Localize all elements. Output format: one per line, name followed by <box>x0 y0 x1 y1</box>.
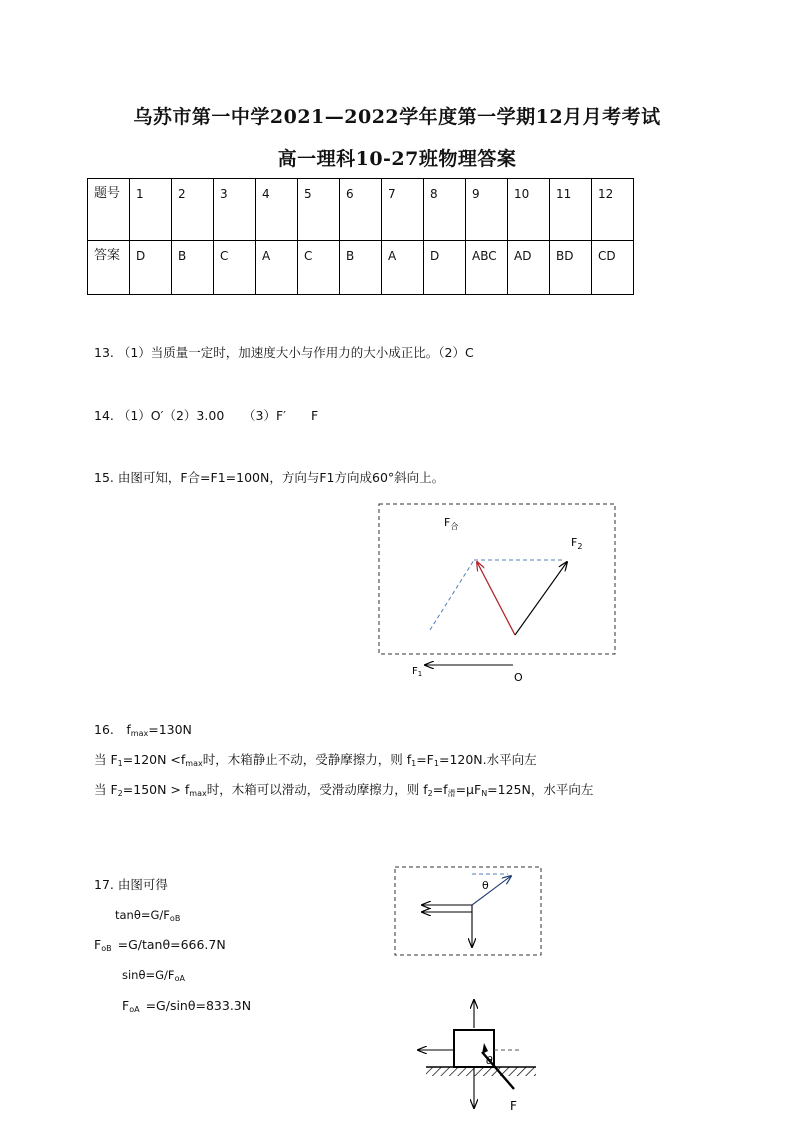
question-number-cell: 7 <box>382 179 424 241</box>
dashed-frame <box>395 867 541 955</box>
document-title: 乌苏市第一中学2021—2022学年度第一学期12月月考考试 <box>133 106 661 128</box>
q17-equation-foa: $F_{oA} =G/\sin\theta=833.3N$ <box>122 998 252 1014</box>
f-label: F <box>510 1099 517 1113</box>
ground-hatch <box>426 1067 536 1076</box>
answer-cell: A <box>382 241 424 295</box>
origin-label: O <box>514 671 523 684</box>
resultant-force-arrow <box>477 562 515 635</box>
question-number-cell: 11 <box>550 179 592 241</box>
q17-node-diagram <box>390 862 550 962</box>
answer-cell: AD <box>508 241 550 295</box>
answer-cell: B <box>340 241 382 295</box>
answer-cell: ABC <box>466 241 508 295</box>
answer-q16-case1: 当 $F_1=120N <f_{max}$时，木箱静止不动，受静摩擦力，则 $f_1=F_1=120N$.水平向左 <box>94 752 537 768</box>
answer-q17-intro: 17. 由图可得 <box>94 877 168 892</box>
dashed-frame <box>379 504 615 654</box>
f2-label: $F_2$ <box>571 536 583 551</box>
answer-q15: 15. 由图可知，F合=F1=100N，方向与F1方向成60°斜向上。 <box>94 470 445 485</box>
answer-table <box>87 178 634 295</box>
question-number-row <box>88 179 634 241</box>
question-number-cell: 2 <box>172 179 214 241</box>
question-number-cell: 10 <box>508 179 550 241</box>
document-subtitle: 高一理科10-27班物理答案 <box>277 148 517 170</box>
answer-cell: C <box>214 241 256 295</box>
question-number-cell: 9 <box>466 179 508 241</box>
question-number-cell: 5 <box>298 179 340 241</box>
answer-cell: B <box>172 241 214 295</box>
answer-q14: 14. （1）O′（2）3.00 （3）F′ F <box>94 408 319 423</box>
question-number-cell: 1 <box>130 179 172 241</box>
question-number-cell: 8 <box>424 179 466 241</box>
q15-force-diagram <box>370 498 630 690</box>
answer-cell: CD <box>592 241 634 295</box>
q17-equation-tan: $\tan\theta=G/F_{oB}$ <box>115 908 181 923</box>
question-number-cell: 12 <box>592 179 634 241</box>
answer-cell: A <box>256 241 298 295</box>
answer-cell: C <box>298 241 340 295</box>
f-he-label: $F_合$ <box>444 516 459 531</box>
dashed-construction-line <box>430 560 474 630</box>
q17-equation-sin: $\sin\theta=G/F_{oA}$ <box>122 968 185 983</box>
theta-label: θ <box>486 1054 493 1067</box>
answer-cell: D <box>130 241 172 295</box>
answer-cell: D <box>424 241 466 295</box>
answer-q16-fmax: 16. $f_{max}=130N$ <box>94 722 192 738</box>
f1-label: $F_1$ <box>412 666 423 678</box>
answer-row <box>88 241 634 295</box>
row-label-answer: 答案 <box>88 241 130 295</box>
question-number-cell: 4 <box>256 179 298 241</box>
q17-box-diagram <box>412 994 542 1116</box>
question-number-cell: 6 <box>340 179 382 241</box>
theta-label: θ <box>482 879 489 892</box>
answer-cell: BD <box>550 241 592 295</box>
foa-arrow <box>472 876 511 905</box>
row-label-question-number: 题号 <box>88 179 130 241</box>
q17-equation-fob: $F_{oB} =G/\tan\theta=666.7N$ <box>94 937 226 953</box>
answer-q13: 13. （1）当质量一定时，加速度大小与作用力的大小成正比。（2）C <box>94 345 474 360</box>
answer-q16-case2: 当 $F_2=150N > f_{max}$时，木箱可以滑动，受滑动摩擦力，则 $f_2=f_滑=\mu F_N=125N$，水平向左 <box>94 782 594 798</box>
question-number-cell: 3 <box>214 179 256 241</box>
f2-arrow <box>515 562 567 635</box>
